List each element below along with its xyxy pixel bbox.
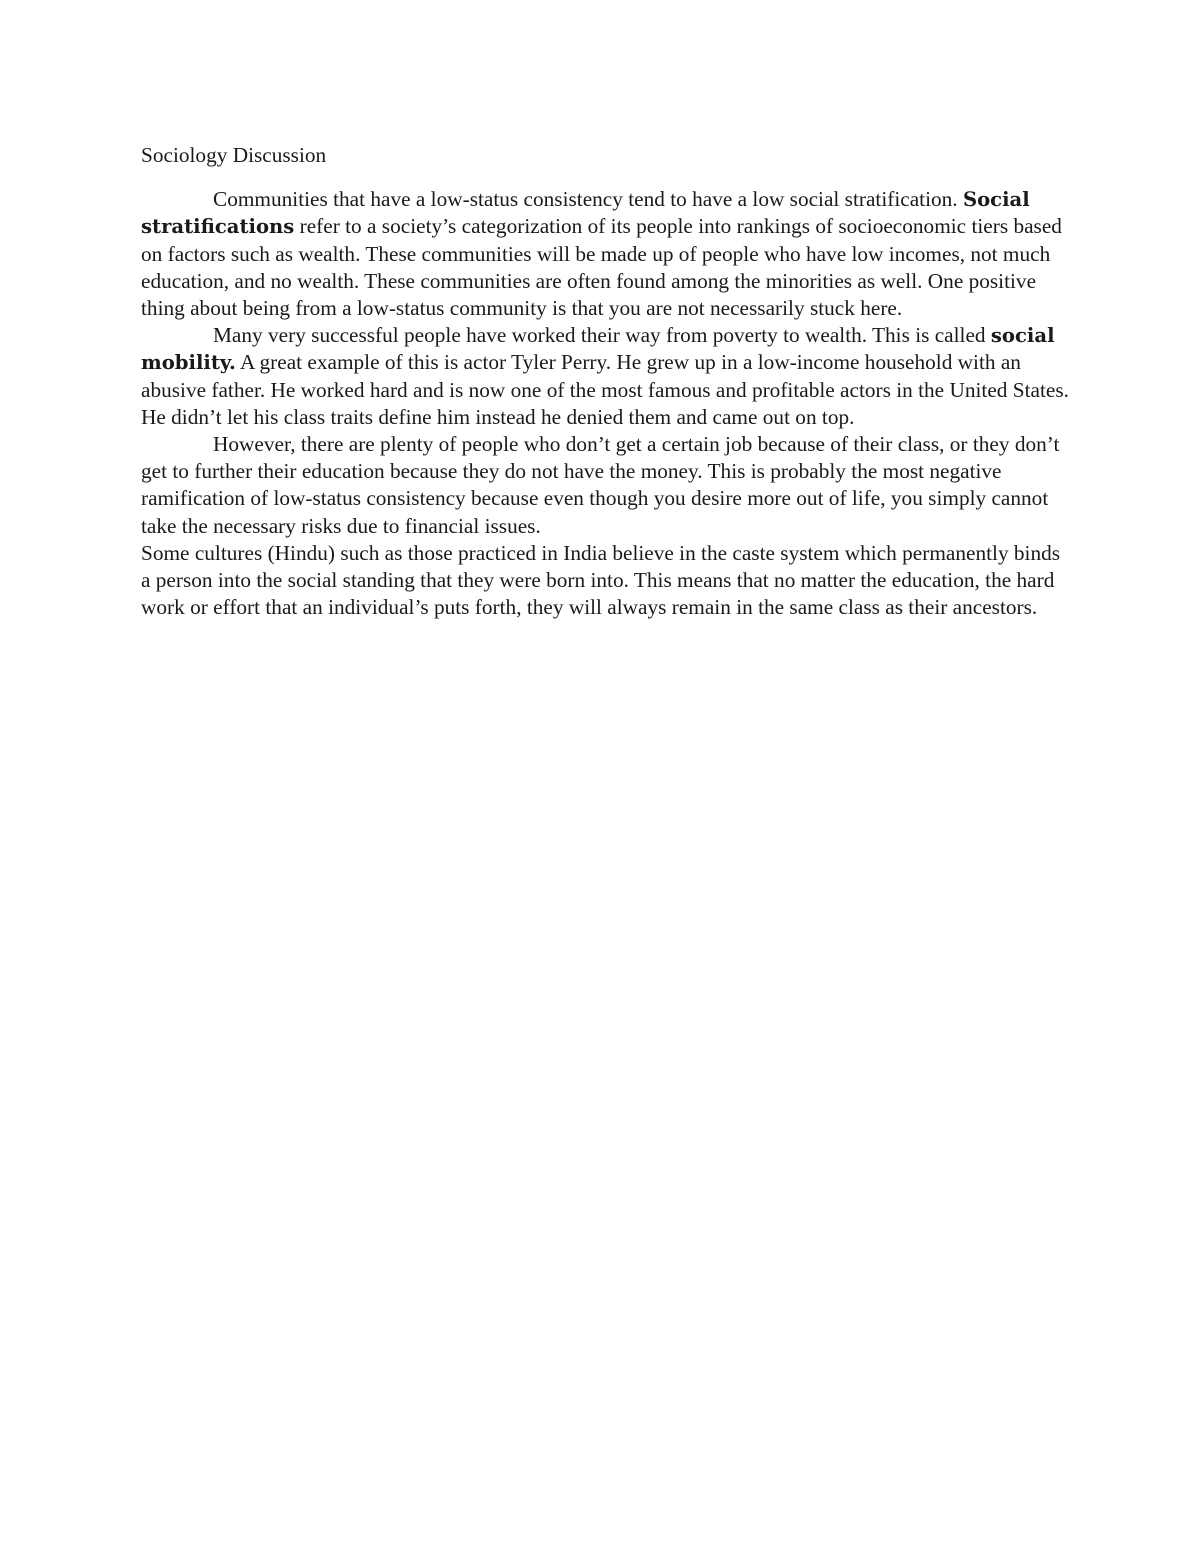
paragraph-text: Communities that have a low-status consistency tend to have a low social stratification. bbox=[213, 187, 963, 212]
document-body bbox=[141, 142, 1071, 621]
paragraph-caste-system: Some cultures (Hindu) such as those practiced in India believe in the caste system which permanently binds a person into the social standing that they were born into. This means that no matter the education, the hard work or effort that an individual’s puts forth, they will always remain in the same class as their ancestors. bbox=[141, 540, 1061, 620]
document-title: Sociology Discussion bbox=[141, 143, 327, 167]
paragraph-social-mobility bbox=[141, 322, 1071, 431]
paragraph-text: A great example of this is actor Tyler Perry. He grew up in a low-income household with an abusive father. He worked hard and is now one of the most famous and profitable actors in the United States. He didn’t let his class traits define him instead he denied them and came out on top. bbox=[141, 350, 1069, 429]
key-term-social-mobility: social mobility. bbox=[141, 324, 1055, 375]
paragraph-text: Many very successful people have worked their way from poverty to wealth. This is called bbox=[213, 323, 991, 348]
paragraph-text: refer to a society’s categorization of its people into rankings of socioeconomic tiers based on factors such as wealth. These communities will be made up of people who have low incomes, not much education, and no wealth. These communities are often found among the minorities as well. One positive thing about being from a low-status community is that you are not necessarily stuck here. bbox=[141, 214, 1062, 321]
key-term-social-stratifications: Social stratifications bbox=[141, 188, 1030, 239]
paragraph-negative-ramification: However, there are plenty of people who don’t get a certain job because of their class, or they don’t get to further their education because they do not have the money. This is probably the most negative ramification of low-status consistency because even though you desire more out of life, you simply cannot take the necessary risks due to financial issues. bbox=[141, 432, 1060, 538]
paragraph-social-stratification bbox=[141, 186, 1071, 322]
